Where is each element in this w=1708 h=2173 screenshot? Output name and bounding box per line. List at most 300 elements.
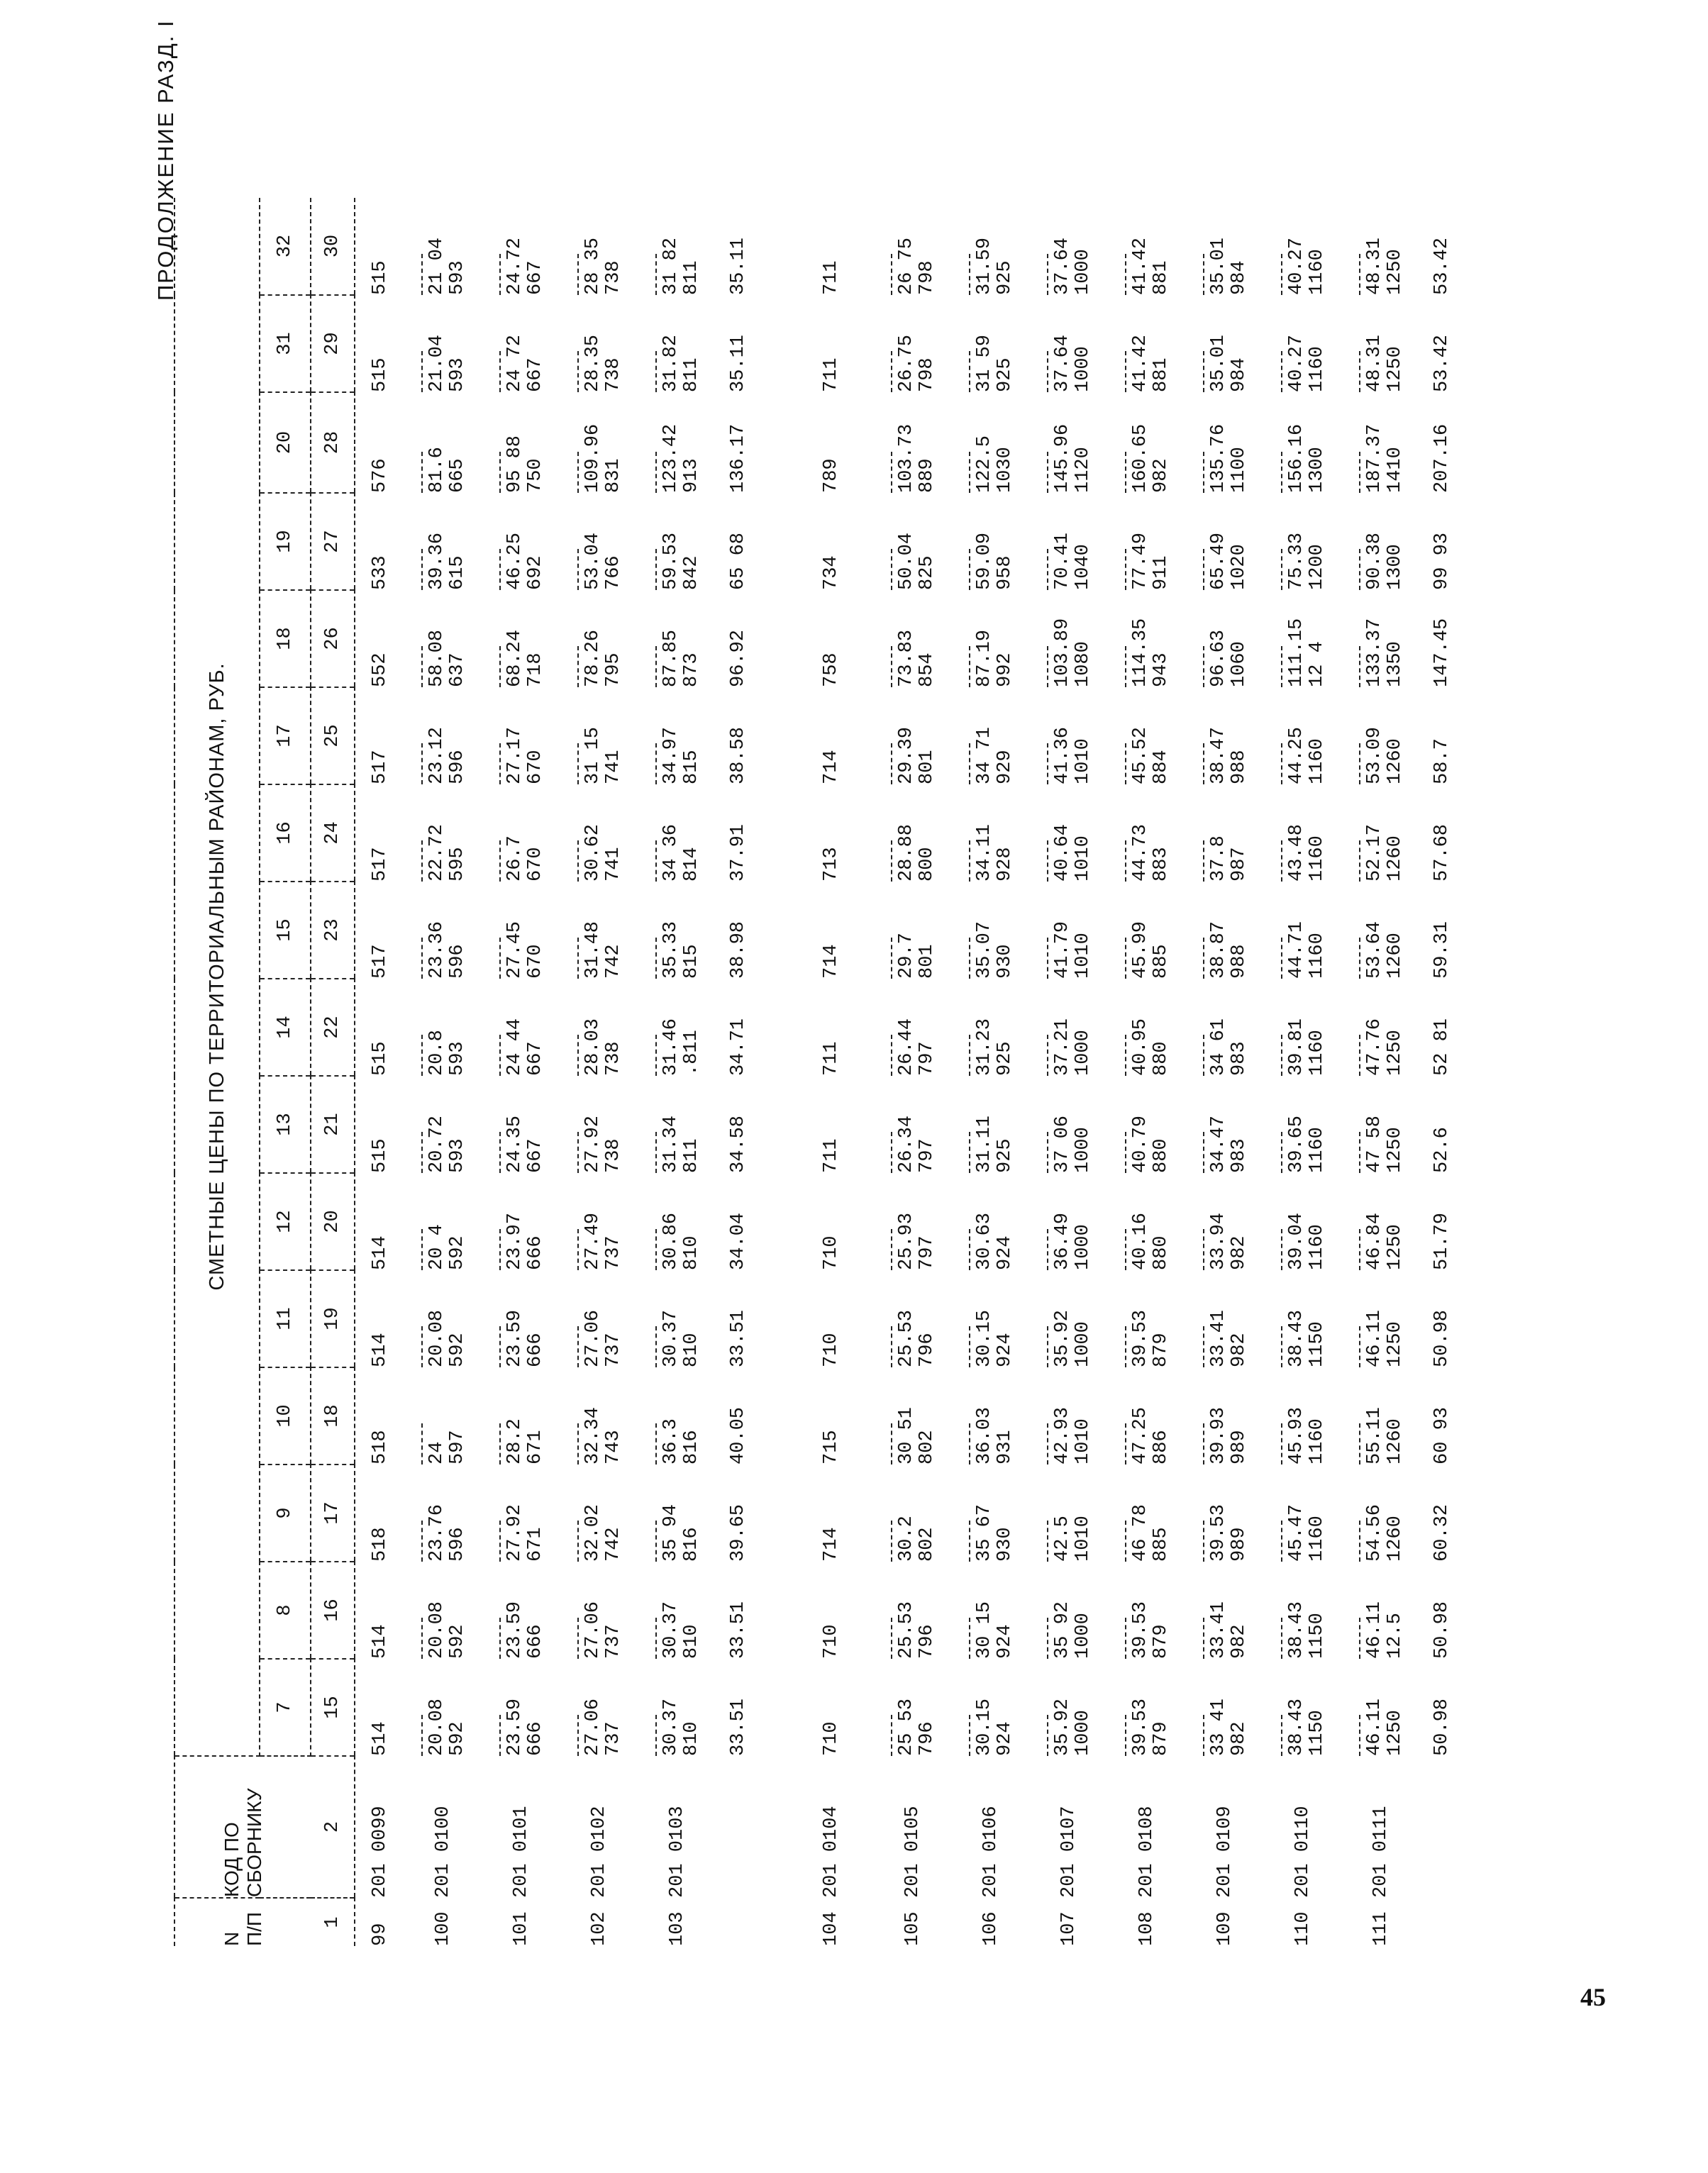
price-pair [499, 882, 546, 979]
price-pair [655, 1465, 702, 1562]
price-cell: 53.42 [1431, 334, 1453, 392]
price-index: 798 [916, 260, 938, 295]
price-index: 595 [447, 847, 468, 882]
price-cell [1186, 1076, 1264, 1173]
price-cell [638, 198, 716, 295]
price-value: 41.36 [1052, 726, 1073, 784]
price-value: 35.01 [1208, 237, 1229, 295]
price-value: 23.36 [426, 921, 448, 979]
table-row [716, 198, 760, 1946]
price-pair [891, 1465, 938, 1562]
price-cell [874, 392, 952, 493]
price-value: 46.25 [504, 532, 526, 590]
dashed-separator [499, 1035, 501, 1076]
dashed-separator [499, 646, 501, 687]
region-number: 16 [260, 784, 311, 882]
row-code: 201 0107 [1058, 1806, 1080, 1898]
price-cell [1186, 979, 1264, 1076]
price-cell [1108, 493, 1186, 590]
price-index: 884 [1150, 750, 1172, 784]
price-value: 30.15 [974, 1309, 995, 1367]
price-pair [1047, 882, 1094, 979]
price-value: 103.73 [896, 423, 917, 493]
price-index: 880 [1150, 1138, 1172, 1173]
price-value: 33.94 [1208, 1212, 1229, 1270]
price-pair [421, 784, 468, 882]
dashed-separator [1359, 1715, 1360, 1756]
price-value: 114.35 [1130, 618, 1151, 687]
dashed-separator [655, 254, 657, 295]
price-value: 30.15 [974, 1698, 995, 1756]
price-value: 27.92 [582, 1115, 604, 1173]
price-cell [952, 590, 1030, 687]
price-cell [404, 687, 482, 784]
dashed-separator [969, 254, 970, 295]
price-value: 24 44 [504, 1018, 526, 1076]
price-pair [577, 1076, 624, 1173]
price-value: 45.99 [1130, 921, 1151, 979]
price-cell [1342, 882, 1420, 979]
column-number: 18 [311, 1367, 355, 1465]
dashed-separator [1047, 938, 1048, 979]
price-cell [404, 1562, 482, 1659]
row-code: 201 0110 [1292, 1806, 1314, 1898]
price-pair [1281, 1659, 1328, 1756]
price-pair [1203, 784, 1250, 882]
price-cell [874, 1465, 952, 1562]
price-value: 27.06 [582, 1698, 604, 1756]
price-value: 33 41 [1208, 1698, 1229, 1756]
dashed-separator [577, 840, 579, 882]
price-pair [1125, 979, 1172, 1076]
price-cell: 96.92 [728, 629, 749, 687]
dashed-separator [969, 646, 970, 687]
price-pair [1203, 1173, 1250, 1270]
price-value: 27.17 [504, 726, 526, 784]
price-cell [1108, 392, 1186, 493]
row-number: 107 [1058, 1911, 1080, 1946]
price-cell: 34.04 [728, 1212, 749, 1270]
price-index: 766 [603, 555, 624, 590]
col-n-label: N П/П [174, 1898, 311, 1946]
price-index: 737 [603, 1624, 624, 1659]
dashed-separator [577, 646, 579, 687]
price-value: 35 92 [1052, 1601, 1073, 1659]
price-value: 59.09 [974, 532, 995, 590]
price-value: 27.49 [582, 1212, 604, 1270]
price-value: 39.36 [426, 532, 448, 590]
column-number: 15 [311, 1659, 355, 1756]
price-cell [1264, 1562, 1342, 1659]
price-pair [1047, 1659, 1094, 1756]
price-index: 592 [447, 1624, 468, 1659]
row-number: 109 [1214, 1911, 1236, 1946]
price-pair [1047, 979, 1094, 1076]
price-pair [499, 392, 546, 493]
dashed-separator [655, 743, 657, 784]
price-pair [1203, 1270, 1250, 1367]
dashed-separator [1359, 1423, 1360, 1465]
price-index: 596 [447, 1527, 468, 1562]
price-value: 48.31 [1364, 334, 1385, 392]
price-cell [1342, 590, 1420, 687]
table-row [760, 198, 874, 1946]
dashed-separator [1281, 938, 1282, 979]
price-index: 801 [916, 750, 938, 784]
price-cell [874, 590, 952, 687]
price-pair [1281, 1173, 1328, 1270]
dashed-separator [499, 452, 501, 493]
price-value: 35.92 [1052, 1698, 1073, 1756]
price-pair [1359, 1076, 1406, 1173]
price-cell [1342, 979, 1420, 1076]
dashed-separator [891, 1229, 892, 1270]
price-index: 924 [994, 1721, 1016, 1756]
price-value: 135.76 [1208, 423, 1229, 493]
dashed-separator [577, 1035, 579, 1076]
price-pair [1281, 979, 1328, 1076]
price-value: 24.72 [504, 237, 526, 295]
price-value: 145.96 [1052, 423, 1073, 493]
price-index: 666 [525, 1624, 546, 1659]
price-cell: 758 [821, 652, 842, 687]
column-number: 16 [311, 1562, 355, 1659]
price-index: 12.5 [1385, 1613, 1406, 1659]
price-value: 31 82 [660, 237, 682, 295]
price-cell: 136.17 [728, 423, 749, 493]
row-code: 201 0103 [667, 1806, 688, 1898]
price-pair [1359, 882, 1406, 979]
price-cell [560, 295, 638, 392]
row-number: 100 [433, 1911, 454, 1946]
price-pair [1125, 1367, 1172, 1465]
dashed-separator [1281, 1229, 1282, 1270]
dashed-separator [969, 1035, 970, 1076]
price-value: 39.93 [1208, 1406, 1229, 1465]
price-cell [638, 687, 716, 784]
price-value: 23.59 [504, 1309, 526, 1367]
price-value: 46.84 [1364, 1212, 1385, 1270]
price-cell [404, 198, 482, 295]
price-cell [874, 198, 952, 295]
price-index: 1060 [1229, 641, 1250, 687]
price-pair [577, 198, 624, 295]
price-pair [1047, 295, 1094, 392]
price-pair [421, 1367, 468, 1465]
price-pair [1125, 392, 1172, 493]
dashed-separator [499, 938, 501, 979]
price-cell: 53.42 [1431, 237, 1453, 295]
dashed-separator [577, 351, 579, 392]
column-number: 17 [311, 1465, 355, 1562]
price-value: 22.72 [426, 823, 448, 882]
price-cell [560, 1076, 638, 1173]
price-index: 982 [1229, 1624, 1250, 1659]
price-cell [1264, 784, 1342, 882]
price-value: 40.79 [1130, 1115, 1151, 1173]
price-cell [1030, 882, 1108, 979]
price-pair [1359, 198, 1406, 295]
price-pair [891, 1562, 938, 1659]
dashed-separator [969, 938, 970, 979]
price-index: 596 [447, 944, 468, 979]
region-number: 20 [260, 392, 311, 493]
price-pair [1203, 295, 1250, 392]
price-cell: 50.98 [1431, 1698, 1453, 1756]
price-value: 20.08 [426, 1698, 448, 1756]
column-number: 21 [311, 1076, 355, 1173]
dashed-separator [1125, 1326, 1126, 1367]
price-cell [952, 784, 1030, 882]
dashed-separator [577, 1715, 579, 1756]
price-pair [655, 882, 702, 979]
price-pair [1203, 1659, 1250, 1756]
dashed-separator [891, 1423, 892, 1465]
price-index: 925 [994, 357, 1016, 392]
price-pair [1203, 1562, 1250, 1659]
price-value: 70.41 [1052, 532, 1073, 590]
price-cell [952, 1270, 1030, 1367]
dashed-separator [1125, 1229, 1126, 1270]
dashed-separator [1203, 1423, 1204, 1465]
price-index: 1000 [1072, 346, 1094, 392]
price-pair [421, 590, 468, 687]
price-cell: 50.98 [1431, 1309, 1453, 1367]
dashed-separator [1203, 1132, 1204, 1173]
price-value: 39.81 [1286, 1018, 1307, 1076]
price-index: 810 [681, 1721, 702, 1756]
price-index: 667 [525, 1138, 546, 1173]
table-row [482, 198, 560, 1946]
price-index: 929 [994, 750, 1016, 784]
price-index: 815 [681, 944, 702, 979]
row-code [1420, 1756, 1464, 1898]
price-cell [1264, 295, 1342, 392]
price-cell: 65 68 [728, 532, 749, 590]
dashed-separator [421, 549, 423, 590]
price-value: 46.11 [1364, 1601, 1385, 1659]
price-cell [404, 493, 482, 590]
price-value: 30.37 [660, 1309, 682, 1367]
price-value: 35.92 [1052, 1309, 1073, 1367]
price-cell [1342, 1659, 1420, 1756]
price-cell [1342, 1562, 1420, 1659]
dashed-separator [499, 1521, 501, 1562]
price-cell: 50.98 [1431, 1601, 1453, 1659]
price-value: 29.7 [896, 933, 917, 979]
price-index: 1300 [1307, 447, 1328, 493]
price-pair [1203, 1465, 1250, 1562]
price-cell [1030, 1076, 1108, 1173]
column-number: 25 [311, 687, 355, 784]
price-index: .811 [681, 1030, 702, 1076]
price-cell [1186, 392, 1264, 493]
price-cell: 517 [369, 847, 391, 882]
price-pair [499, 590, 546, 687]
price-cell [1108, 1659, 1186, 1756]
price-index: 1000 [1072, 1127, 1094, 1173]
dashed-separator [1281, 743, 1282, 784]
price-cell: 52.6 [1431, 1127, 1453, 1173]
price-cell [404, 1367, 482, 1465]
price-cell [1264, 1076, 1342, 1173]
price-pair [969, 1367, 1016, 1465]
price-value: 26 75 [896, 237, 917, 295]
price-cell [638, 979, 716, 1076]
price-cell: 711 [821, 357, 842, 392]
price-value: 20.08 [426, 1601, 448, 1659]
price-cell [1108, 1465, 1186, 1562]
price-value: 20.72 [426, 1115, 448, 1173]
price-index: 810 [681, 1235, 702, 1270]
price-index: 886 [1150, 1430, 1172, 1465]
price-cell [1186, 1659, 1264, 1756]
dashed-separator [969, 1229, 970, 1270]
price-index: 1030 [994, 447, 1016, 493]
dashed-separator [969, 1715, 970, 1756]
price-index: 1160 [1307, 1127, 1328, 1173]
price-cell [1108, 590, 1186, 687]
price-pair [1281, 1465, 1328, 1562]
price-pair [1203, 590, 1250, 687]
price-cell [952, 1659, 1030, 1756]
price-index: 1200 [1307, 544, 1328, 590]
price-cell: 37.91 [728, 823, 749, 882]
price-cell [874, 1367, 952, 1465]
price-index: 667 [525, 1041, 546, 1076]
price-cell: 552 [369, 652, 391, 687]
dashed-separator [1125, 1618, 1126, 1659]
price-cell [1030, 295, 1108, 392]
row-code: 201 0108 [1136, 1806, 1158, 1898]
dashed-separator [969, 351, 970, 392]
price-cell [1030, 1659, 1108, 1756]
price-value: 40.27 [1286, 237, 1307, 295]
price-pair [891, 198, 938, 295]
price-cell [560, 784, 638, 882]
price-cell: 576 [369, 458, 391, 493]
price-index: 982 [1229, 1235, 1250, 1270]
price-cell [1108, 1173, 1186, 1270]
price-index: 738 [603, 357, 624, 392]
row-number: 105 [902, 1911, 924, 1946]
price-cell [560, 1659, 638, 1756]
price-cell [1264, 1270, 1342, 1367]
price-pair [891, 1367, 938, 1465]
price-index: 1250 [1385, 1030, 1406, 1076]
price-pair [499, 1367, 546, 1465]
price-cell: 518 [369, 1430, 391, 1465]
price-cell: 38.98 [728, 921, 749, 979]
price-index: 815 [681, 750, 702, 784]
price-value: 46 78 [1130, 1504, 1151, 1562]
price-pair [655, 1270, 702, 1367]
dashed-separator [1281, 840, 1282, 882]
price-pair [577, 493, 624, 590]
price-index: 1300 [1385, 544, 1406, 590]
row-code: 201 0106 [980, 1806, 1002, 1898]
price-pair [1125, 687, 1172, 784]
table-row [1108, 198, 1186, 1946]
price-cell [1342, 493, 1420, 590]
dashed-separator [1359, 743, 1360, 784]
price-cell [952, 392, 1030, 493]
price-index: 1250 [1385, 346, 1406, 392]
price-value: 103.89 [1052, 618, 1073, 687]
price-pair [1203, 687, 1250, 784]
price-value: 53.09 [1364, 726, 1385, 784]
price-value: 20.8 [426, 1030, 448, 1076]
price-cell: 59.31 [1431, 921, 1453, 979]
table-row [404, 198, 482, 1946]
dashed-separator [1203, 1521, 1204, 1562]
dashed-separator [421, 1521, 423, 1562]
price-value: 156.16 [1286, 423, 1307, 493]
price-pair [421, 198, 468, 295]
price-cell [1030, 392, 1108, 493]
price-cell: 710 [821, 1235, 842, 1270]
price-cell [638, 295, 716, 392]
price-cell [1108, 687, 1186, 784]
dashed-separator [1203, 743, 1204, 784]
price-pair [891, 590, 938, 687]
dashed-separator [421, 1132, 423, 1173]
price-value: 30.37 [660, 1601, 682, 1659]
price-index: 1100 [1229, 447, 1250, 493]
dashed-separator [1359, 452, 1360, 493]
price-pair [891, 882, 938, 979]
price-index: 1250 [1385, 1127, 1406, 1173]
price-index: 1010 [1072, 1516, 1094, 1562]
price-pair [421, 392, 468, 493]
dashed-separator [969, 1326, 970, 1367]
price-cell [874, 687, 952, 784]
price-cell [482, 687, 560, 784]
price-table [174, 198, 1464, 1946]
price-cell: 207.16 [1431, 423, 1453, 493]
dashed-separator [655, 646, 657, 687]
price-index: 1410 [1385, 447, 1406, 493]
price-value: 34.11 [974, 823, 995, 882]
price-value: 87.19 [974, 629, 995, 687]
region-number: 17 [260, 687, 311, 784]
dashed-separator [891, 1618, 892, 1659]
dashed-separator [1281, 1521, 1282, 1562]
price-cell: 35.11 [728, 334, 749, 392]
dashed-separator [1359, 646, 1360, 687]
region-number: 7 [260, 1659, 311, 1756]
price-pair [421, 295, 468, 392]
price-value: 21.04 [426, 334, 448, 392]
dashed-separator [421, 743, 423, 784]
price-value: 45.52 [1130, 726, 1151, 784]
price-cell [1264, 590, 1342, 687]
price-pair [655, 590, 702, 687]
price-cell: 714 [821, 750, 842, 784]
price-cell [638, 493, 716, 590]
price-value: 39.53 [1208, 1504, 1229, 1562]
dashed-separator [1281, 549, 1282, 590]
price-index: 880 [1150, 1235, 1172, 1270]
price-index: 741 [603, 847, 624, 882]
region-number: 15 [260, 882, 311, 979]
dashed-separator [421, 254, 423, 295]
price-cell [482, 1562, 560, 1659]
price-index: 795 [603, 652, 624, 687]
price-cell: 60 93 [1431, 1406, 1453, 1465]
price-value: 24 72 [504, 334, 526, 392]
price-cell [482, 590, 560, 687]
